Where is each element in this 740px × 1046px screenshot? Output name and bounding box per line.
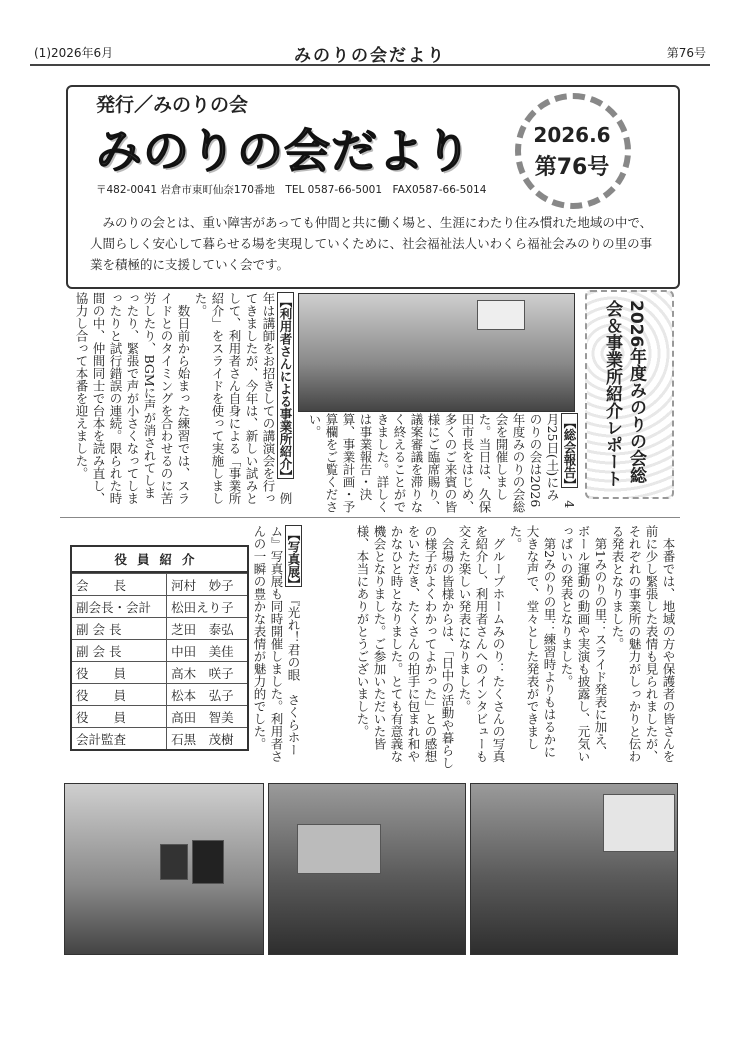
officer-row bbox=[72, 618, 247, 640]
officer-name: 中田 美佳 bbox=[167, 640, 247, 662]
general-meeting-column bbox=[307, 413, 578, 513]
publisher: 発行／みのりの会 bbox=[96, 94, 249, 116]
user-intro-body: 例年は講師をお招きしての講演会を行ってきましたが、今年は、新しい試みとして、利用者さん自身による「事業所紹介」をスライドを使って実施しました。 数日前から始まった練習では、スライドとのタイミングを合わせるのに苦労したり、BGMに声が消されてしまったり、緊張で声が小さくなってしまったりと試行錯誤の連続。限られた時間の中、仲間同士で台本を読み直し、協力し合って本番を迎えました。 bbox=[74, 292, 293, 505]
photo-exhibit-column bbox=[250, 525, 302, 770]
officer-role: 副会長・会計 bbox=[72, 596, 167, 618]
page-date: (1)2026年6月 bbox=[34, 46, 114, 60]
officer-role: 会計監査 bbox=[72, 728, 167, 750]
officers-heading: 役員紹介 bbox=[72, 547, 247, 573]
issue-number: 第76号 bbox=[534, 155, 610, 180]
officer-name: 石黒 茂樹 bbox=[167, 728, 247, 750]
officer-role: 副 会 長 bbox=[72, 618, 167, 640]
officer-role: 役 員 bbox=[72, 706, 167, 728]
newsletter-title: みのりの会だより bbox=[96, 124, 472, 178]
photo-exhibit-heading: 【写真展】 bbox=[285, 525, 302, 587]
general-meeting-heading: 【総会報告】 bbox=[561, 413, 578, 488]
presentation-body: 本番では、地域の方や保護者の皆さんを前に少し緊張した表情も見られましたが、それぞれの事業所の魅力がしっかりと伝わる発表となりました。 第1みのりの里：スライド発表に加え、ボール運動の動画や実演も披露し、元気いっぱいの発表となりました。 第2みのりの里：練習時よりもはるかに大きな声で、堂々とした発表ができました。 グループホームみのり：たくさんの写真を紹介し、利用者さんへのインタビューも交えた楽しい発表になりました。 会場の皆様からは、「日中の活動や暮らしの様子がよくわかってよかった」との感想をいただき、たくさんの拍手に包まれ和やかなひと時となりました。とても有意義な機会となりました。ご参加いただいた皆様、本当にありがとうございました。 bbox=[355, 525, 676, 769]
officer-role: 会 長 bbox=[72, 574, 167, 596]
running-header bbox=[30, 40, 710, 66]
officer-role: 役 員 bbox=[72, 684, 167, 706]
intro-paragraph: みのりの会とは、重い障害があっても仲間と共に働く場と、生涯にわたり住み慣れた地域の中で、人間らしく安心して暮らせる場を実現していくために、社会福祉法人いわくら福祉会みのりの里の事業を積極的に支援していく会です。 bbox=[90, 215, 653, 272]
officer-name: 高田 智美 bbox=[167, 706, 247, 728]
officer-row bbox=[72, 596, 247, 618]
exhibit-photo bbox=[64, 783, 264, 955]
officer-role: 役 員 bbox=[72, 662, 167, 684]
officers-list bbox=[72, 573, 247, 749]
officer-row bbox=[72, 684, 247, 706]
officers-table bbox=[70, 545, 249, 751]
issue-date: 2026.6 bbox=[533, 123, 611, 147]
general-meeting-body: 4月25日(土)にみのりの会は2026年度みのりの会総会を開催しました。当日は、久保田市長をはじめ、多くのご来賓の皆様にご臨席賜り、議案審議を滞りなく終えることができました。詳しくは事業報告・決算、事業計画・予算欄をご覧ください。 bbox=[307, 413, 577, 513]
speaker-photo bbox=[470, 783, 678, 955]
officer-role: 副 会 長 bbox=[72, 640, 167, 662]
section-divider bbox=[60, 517, 680, 518]
photo-exhibit-body: 『光れ！君の眼 さくらホーム』写真展も同時開催しました。利用者さんの一瞬の豊かな表情が魅力的でした。 bbox=[252, 525, 301, 763]
officer-name: 松田えり子 bbox=[167, 596, 247, 618]
issue-label: 第76号 bbox=[666, 46, 706, 60]
officer-name: 松本 弘子 bbox=[167, 684, 247, 706]
officer-row bbox=[72, 662, 247, 684]
officer-row bbox=[72, 706, 247, 728]
officer-row bbox=[72, 728, 247, 750]
meeting-photo bbox=[298, 293, 575, 412]
contact-address: 〒482-0041 岩倉市東町仙奈170番地 TEL 0587-66-5001 FAX0587-66-5014 bbox=[96, 184, 487, 196]
user-intro-column bbox=[62, 292, 294, 510]
user-intro-heading: 【利用者さんによる事業所紹介】 bbox=[277, 292, 294, 479]
officer-row bbox=[72, 574, 247, 596]
officer-name: 河村 妙子 bbox=[167, 574, 247, 596]
officer-row bbox=[72, 640, 247, 662]
officer-name: 芝田 泰弘 bbox=[167, 618, 247, 640]
running-title: みのりの会だより bbox=[294, 46, 446, 66]
officer-name: 高木 咲子 bbox=[167, 662, 247, 684]
report-title: 2026年度みのりの会総会＆事業所紹介レポート bbox=[602, 300, 646, 487]
slide-presentation-photo bbox=[268, 783, 466, 955]
presentation-column bbox=[305, 525, 677, 770]
